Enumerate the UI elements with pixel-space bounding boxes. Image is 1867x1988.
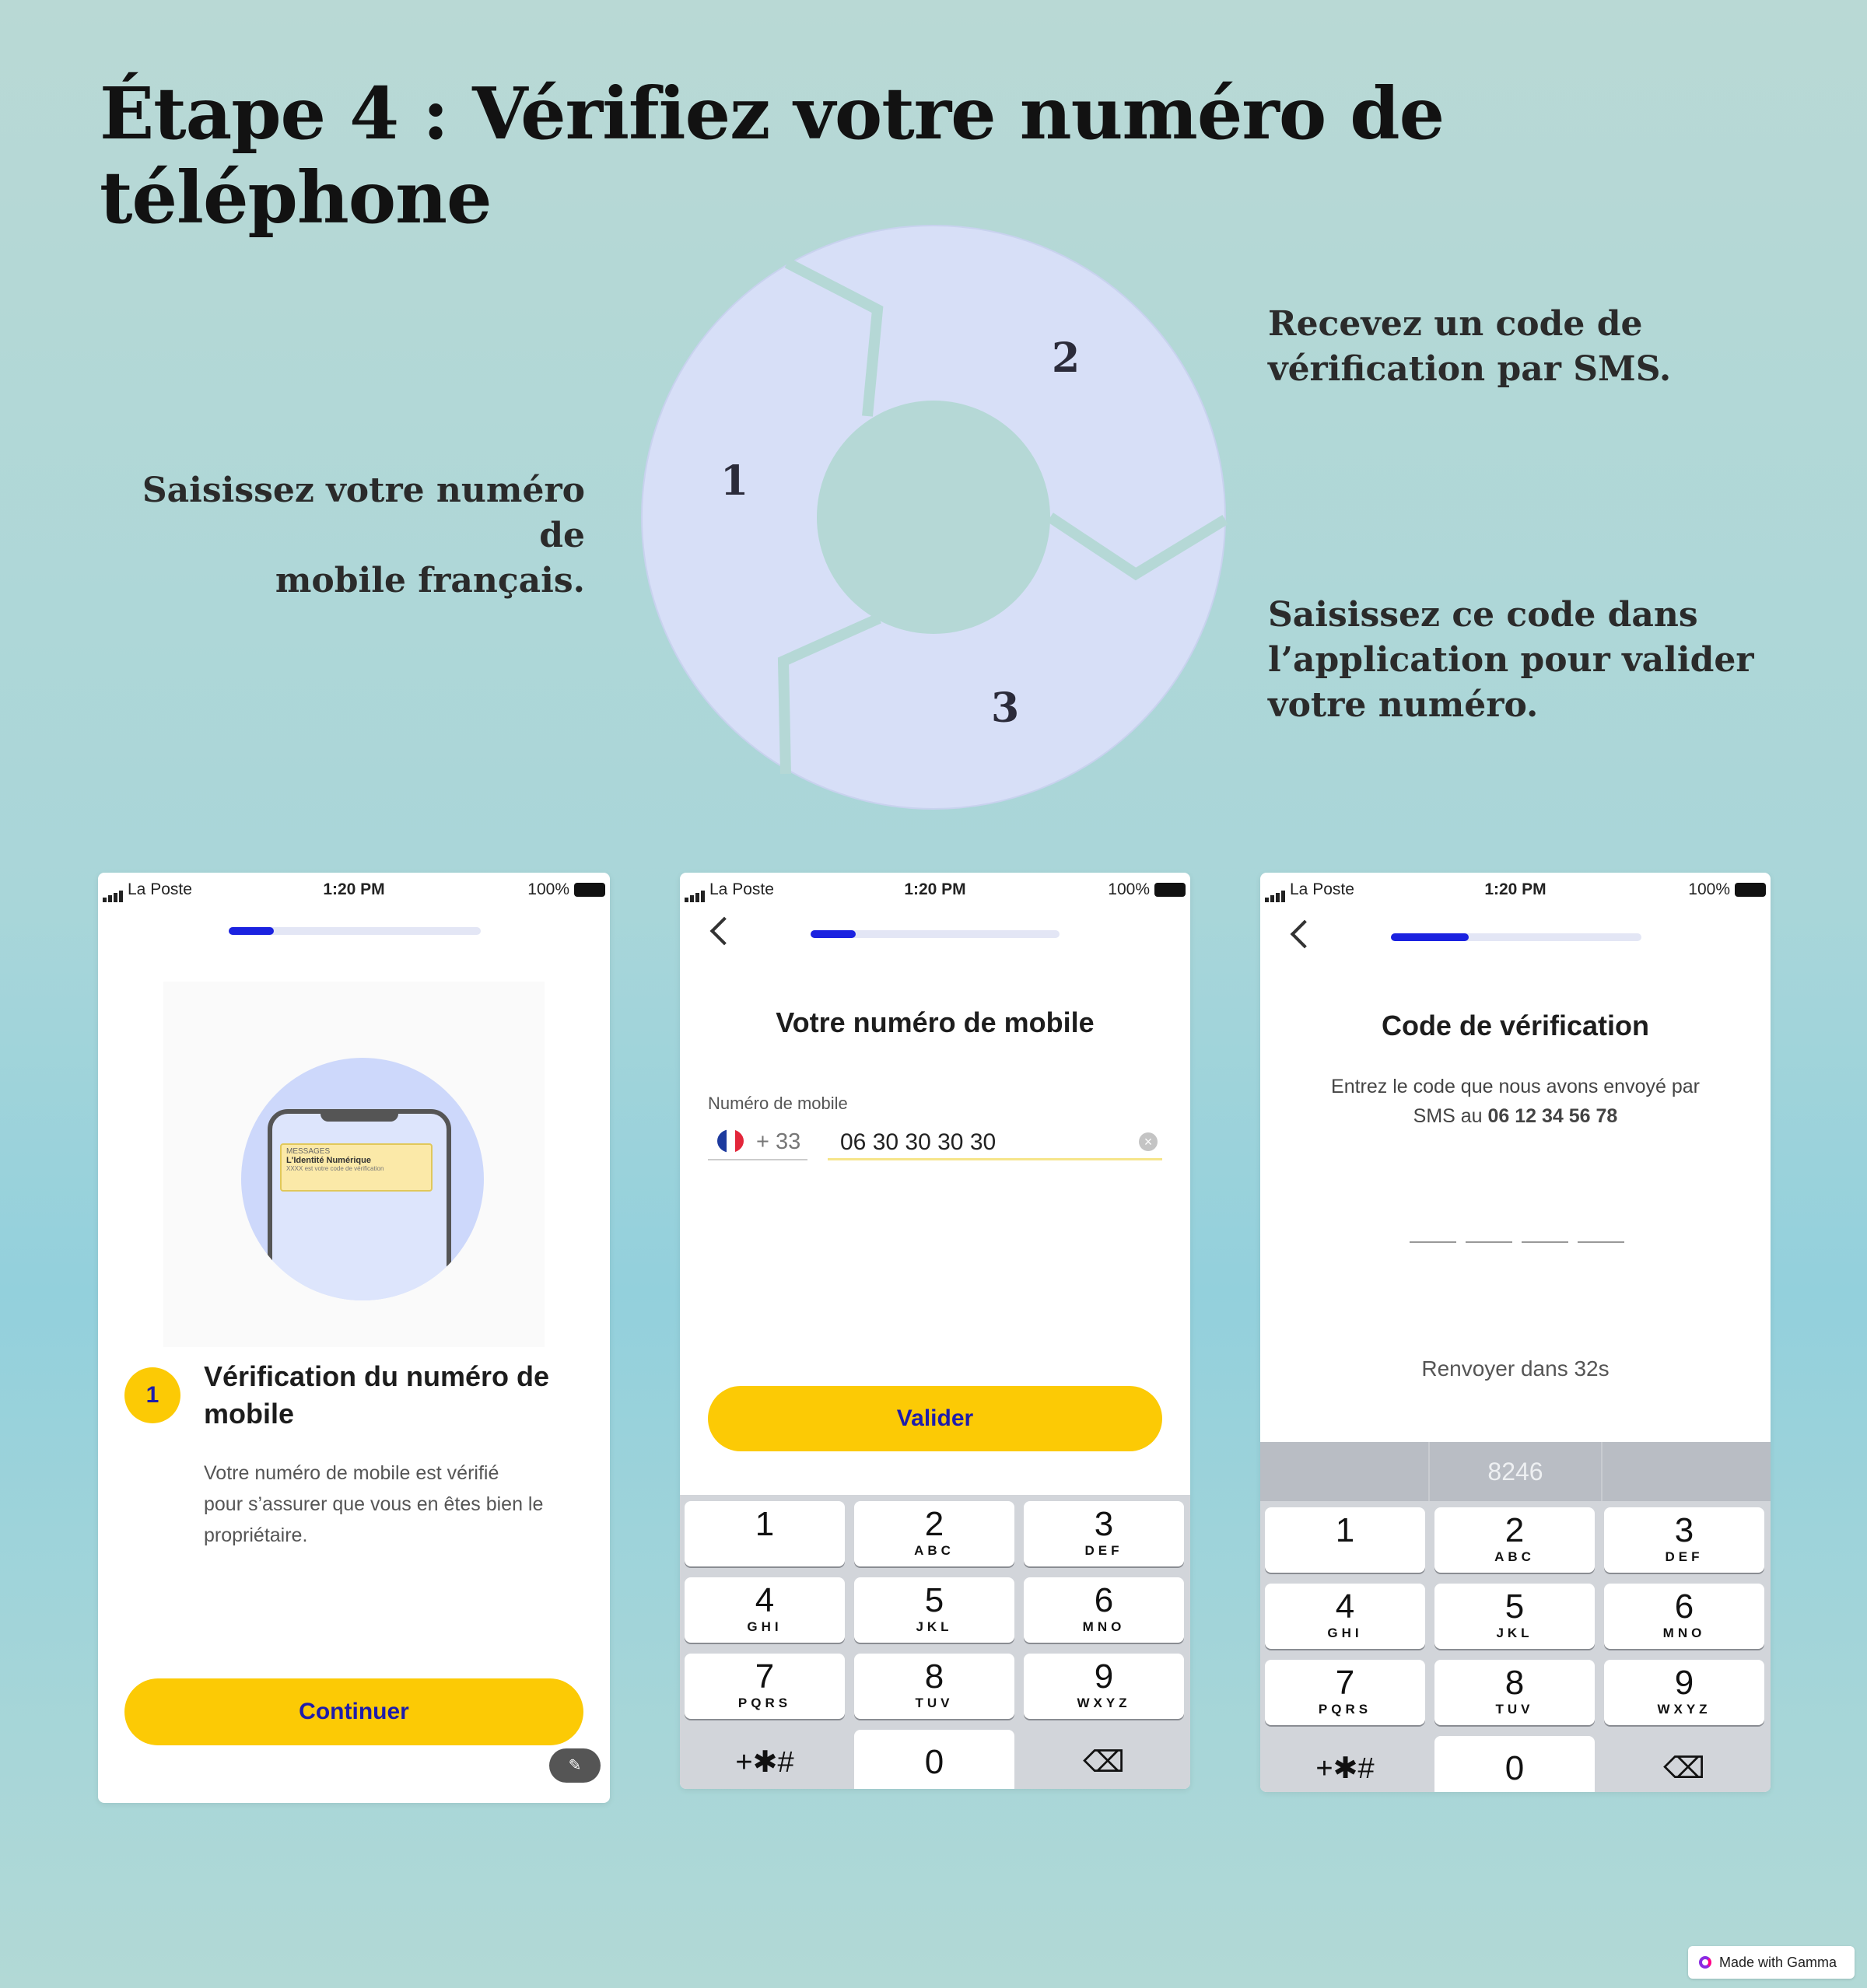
code-digit-slot[interactable]: [1410, 1241, 1456, 1243]
magic-wand-icon[interactable]: ✎: [549, 1748, 601, 1783]
battery-icon: [574, 883, 605, 897]
country-code: + 33: [756, 1129, 801, 1154]
progress-bar: [229, 927, 481, 935]
battery-label: 100%: [527, 880, 569, 898]
key-letters: JKL: [1496, 1626, 1533, 1640]
screen1-heading: Vérification du numéro de mobile: [204, 1360, 550, 1430]
key-digit: 2: [924, 1505, 944, 1543]
carrier-label: La Poste: [709, 880, 774, 898]
keypad-key[interactable]: [1024, 1654, 1184, 1719]
keypad-key[interactable]: [1024, 1577, 1184, 1643]
keypad-key[interactable]: [1604, 1584, 1764, 1649]
keypad-key[interactable]: [1434, 1507, 1595, 1573]
code-digit-slot[interactable]: [1578, 1241, 1624, 1243]
battery-icon: [1735, 883, 1766, 897]
step-1-text: Saisissez votre numéro de mobile français.: [142, 471, 585, 600]
valider-button[interactable]: Valider: [708, 1386, 1162, 1451]
key-letters: DEF: [1084, 1543, 1123, 1558]
keypad-key[interactable]: [854, 1730, 1014, 1789]
made-with-gamma-badge[interactable]: [1688, 1946, 1855, 1979]
segment-number-2: 2: [1052, 334, 1081, 382]
keypad-key[interactable]: [1604, 1660, 1764, 1725]
keypad-key[interactable]: [1265, 1736, 1425, 1792]
badge-label: Made with Gamma: [1719, 1955, 1837, 1970]
key-letters: PQRS: [737, 1696, 792, 1710]
key-digit: 6: [1094, 1581, 1114, 1619]
step-badge: 1: [124, 1367, 180, 1423]
instruction-text: Entrez le code que nous avons envoyé par SMS au 06 12 34 56 78: [1331, 1076, 1700, 1127]
illustration-panel: [163, 982, 545, 1347]
key-digit: 7: [1335, 1664, 1355, 1702]
key-digit: 1: [755, 1505, 775, 1543]
key-digit: 0: [924, 1743, 944, 1781]
phone-screen-2: [680, 873, 1190, 1789]
back-chevron-icon[interactable]: [710, 917, 739, 946]
key-letters: GHI: [1327, 1626, 1363, 1640]
country-selector[interactable]: [708, 1123, 807, 1160]
step-3-text: Saisissez ce code dans l’application pour valider votre numéro.: [1268, 595, 1754, 725]
key-letters: JKL: [916, 1619, 953, 1634]
status-bar: [98, 873, 610, 905]
status-time: 1:20 PM: [904, 880, 966, 898]
key-digit: ⌫: [1083, 1746, 1125, 1779]
status-bar: [680, 873, 1190, 905]
segment-number-3: 3: [991, 684, 1020, 732]
status-bar: [1260, 873, 1771, 905]
code-digit-slot[interactable]: [1466, 1241, 1512, 1243]
cycle-hole: [817, 401, 1050, 634]
battery-label: 100%: [1688, 880, 1730, 898]
key-digit: 5: [924, 1581, 944, 1619]
phone-number-value: 06 30 30 30 30: [840, 1129, 997, 1155]
code-digit-slot[interactable]: [1522, 1241, 1568, 1243]
keypad-key[interactable]: [685, 1501, 845, 1566]
page-title: Étape 4 : Vérifiez votre numéro de téléphone: [100, 72, 1445, 240]
key-letters: DEF: [1665, 1549, 1704, 1564]
key-digit: 7: [755, 1657, 775, 1696]
key-digit: 9: [1094, 1657, 1114, 1696]
segment-number-1: 1: [720, 457, 749, 505]
clear-icon[interactable]: ×: [1139, 1132, 1158, 1151]
key-letters: PQRS: [1318, 1702, 1372, 1717]
code-suggestion[interactable]: 8246: [1428, 1442, 1603, 1501]
key-letters: ABC: [1494, 1549, 1535, 1564]
key-digit: 5: [1504, 1587, 1525, 1626]
key-letters: TUV: [915, 1696, 954, 1710]
key-digit: 2: [1504, 1511, 1525, 1549]
progress-fill: [229, 927, 274, 935]
sms-title: L'Identité Numérique: [286, 1156, 371, 1165]
sms-app-label: MESSAGES: [286, 1147, 331, 1156]
step-2-text: Recevez un code de vérification par SMS.: [1268, 304, 1672, 389]
keypad-key[interactable]: [1434, 1584, 1595, 1649]
key-digit: 6: [1674, 1587, 1694, 1626]
key-digit: ⌫: [1663, 1752, 1705, 1785]
france-flag-icon: [717, 1129, 744, 1153]
keypad-key[interactable]: [1265, 1584, 1425, 1649]
key-digit: 0: [1504, 1749, 1525, 1787]
key-digit: +✱#: [735, 1746, 794, 1779]
carrier-label: La Poste: [128, 880, 192, 898]
autofill-bar: [1260, 1442, 1771, 1501]
key-letters: ABC: [914, 1543, 955, 1558]
keypad-key[interactable]: [854, 1577, 1014, 1643]
progress-bar: [811, 930, 1060, 938]
key-digit: 1: [1335, 1511, 1355, 1549]
phone-screen-1: [98, 873, 610, 1803]
status-time: 1:20 PM: [1484, 880, 1546, 898]
key-digit: 4: [1335, 1587, 1355, 1626]
continuer-button[interactable]: Continuer: [124, 1678, 583, 1745]
phone-number-input[interactable]: [828, 1123, 1162, 1160]
progress-fill: [1391, 933, 1469, 941]
keypad-key[interactable]: [685, 1577, 845, 1643]
battery-label: 100%: [1108, 880, 1150, 898]
resend-timer[interactable]: Renvoyer dans 32s: [1421, 1356, 1610, 1381]
phone-screen-3: [1260, 873, 1771, 1792]
battery-icon: [1154, 883, 1186, 897]
illustration-circle: [241, 1058, 484, 1300]
status-time: 1:20 PM: [323, 880, 385, 898]
keypad-key[interactable]: [1604, 1507, 1764, 1573]
numeric-keypad: [1260, 1501, 1771, 1792]
screen3-heading: Code de vérification: [1381, 1010, 1650, 1041]
screen1-body: Votre numéro de mobile est vérifié pour s’assurer que vous en êtes bien le propriétaire.: [204, 1462, 544, 1546]
keypad-key[interactable]: [1265, 1660, 1425, 1725]
keypad-key[interactable]: [1434, 1736, 1595, 1792]
keypad-key[interactable]: [1265, 1507, 1425, 1573]
keypad-key[interactable]: [685, 1654, 845, 1719]
key-letters: WXYZ: [1077, 1696, 1131, 1710]
key-letters: TUV: [1495, 1702, 1534, 1717]
keypad-key[interactable]: [1434, 1660, 1595, 1725]
numeric-keypad: [680, 1495, 1190, 1789]
screen2-heading: Votre numéro de mobile: [776, 1006, 1095, 1038]
progress-fill: [811, 930, 856, 938]
sms-number: 06 12 34 56 78: [1487, 1105, 1618, 1127]
gamma-logo-icon: [1699, 1956, 1711, 1969]
keypad-key[interactable]: [854, 1654, 1014, 1719]
key-digit: 8: [1504, 1664, 1525, 1702]
key-digit: 4: [755, 1581, 775, 1619]
sms-notification: [280, 1143, 433, 1192]
keypad-key[interactable]: [685, 1730, 845, 1789]
key-digit: 9: [1674, 1664, 1694, 1702]
field-label: Numéro de mobile: [708, 1094, 848, 1113]
carrier-label: La Poste: [1290, 880, 1354, 898]
keypad-key[interactable]: [1604, 1736, 1764, 1792]
progress-bar: [1391, 933, 1641, 941]
keypad-key[interactable]: [1024, 1730, 1184, 1789]
key-letters: MNO: [1082, 1619, 1126, 1634]
phone-illustration: [268, 1109, 451, 1300]
sms-body: XXXX est votre code de vérification: [286, 1165, 384, 1172]
keypad-key[interactable]: [854, 1501, 1014, 1566]
key-digit: 3: [1094, 1505, 1114, 1543]
key-digit: 8: [924, 1657, 944, 1696]
keypad-key[interactable]: [1024, 1501, 1184, 1566]
key-letters: GHI: [747, 1619, 783, 1634]
key-digit: 3: [1674, 1511, 1694, 1549]
key-letters: MNO: [1662, 1626, 1706, 1640]
back-chevron-icon[interactable]: [1291, 920, 1319, 949]
key-digit: +✱#: [1315, 1752, 1375, 1785]
key-letters: WXYZ: [1657, 1702, 1711, 1717]
phone-notch: [321, 1109, 398, 1122]
